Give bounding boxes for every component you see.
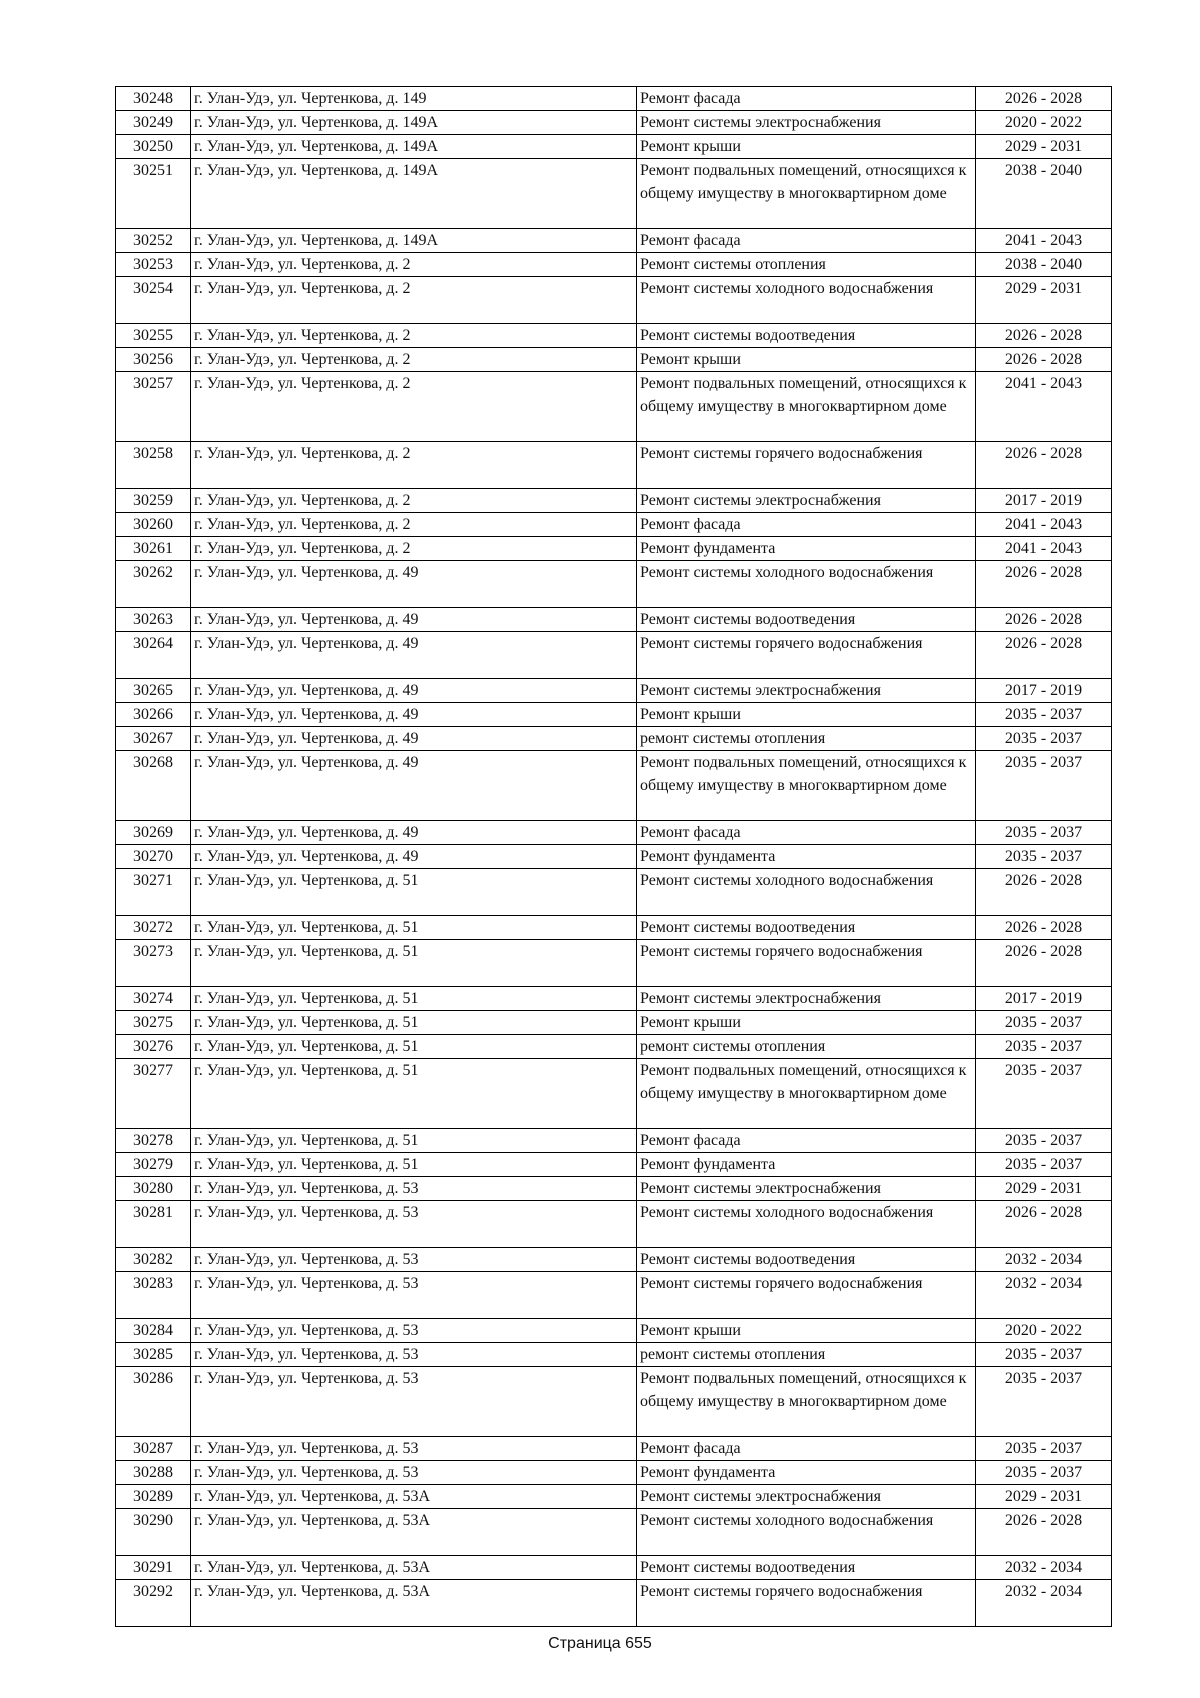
row-address: г. Улан-Удэ, ул. Чертенкова, д. 49 [191,561,637,608]
row-number: 30280 [116,1177,191,1201]
row-number: 30281 [116,1201,191,1248]
table-row [116,1367,1112,1437]
row-work-type: Ремонт подвальных помещений, относящихся к общему имуществу в многоквартирном доме [637,372,976,442]
row-period: 2032 - 2034 [976,1248,1112,1272]
row-work-type: Ремонт фасада [637,87,976,111]
table-row [116,1177,1112,1201]
row-address: г. Улан-Удэ, ул. Чертенкова, д. 49 [191,727,637,751]
row-address: г. Улан-Удэ, ул. Чертенкова, д. 53 [191,1343,637,1367]
row-period: 2035 - 2037 [976,1059,1112,1129]
row-address: г. Улан-Удэ, ул. Чертенкова, д. 149А [191,229,637,253]
row-work-type: Ремонт фундамента [637,537,976,561]
row-number: 30257 [116,372,191,442]
row-period: 2026 - 2028 [976,561,1112,608]
row-work-type: Ремонт системы водоотведения [637,1556,976,1580]
row-period: 2035 - 2037 [976,727,1112,751]
row-number: 30261 [116,537,191,561]
row-number: 30278 [116,1129,191,1153]
row-number: 30292 [116,1580,191,1627]
row-work-type: Ремонт системы холодного водоснабжения [637,1509,976,1556]
row-address: г. Улан-Удэ, ул. Чертенкова, д. 149А [191,111,637,135]
row-work-type: Ремонт системы холодного водоснабжения [637,869,976,916]
row-number: 30259 [116,489,191,513]
table-row [116,513,1112,537]
row-number: 30277 [116,1059,191,1129]
table-row [116,442,1112,489]
row-period: 2029 - 2031 [976,277,1112,324]
row-work-type: Ремонт фасада [637,229,976,253]
row-number: 30264 [116,632,191,679]
row-number: 30251 [116,159,191,229]
row-address: г. Улан-Удэ, ул. Чертенкова, д. 51 [191,1129,637,1153]
row-address: г. Улан-Удэ, ул. Чертенкова, д. 53 [191,1177,637,1201]
row-number: 30250 [116,135,191,159]
table-row [116,1319,1112,1343]
row-number: 30252 [116,229,191,253]
row-work-type: Ремонт крыши [637,1319,976,1343]
table-row [116,821,1112,845]
table-row [116,324,1112,348]
row-address: г. Улан-Удэ, ул. Чертенкова, д. 51 [191,916,637,940]
row-period: 2035 - 2037 [976,1153,1112,1177]
table-row [116,632,1112,679]
row-work-type: Ремонт системы отопления [637,253,976,277]
row-period: 2026 - 2028 [976,940,1112,987]
row-number: 30255 [116,324,191,348]
row-work-type: Ремонт фасада [637,1437,976,1461]
row-work-type: Ремонт системы водоотведения [637,608,976,632]
row-address: г. Улан-Удэ, ул. Чертенкова, д. 49 [191,679,637,703]
table-row [116,987,1112,1011]
row-work-type: Ремонт системы электроснабжения [637,679,976,703]
row-number: 30291 [116,1556,191,1580]
row-period: 2020 - 2022 [976,111,1112,135]
row-number: 30275 [116,1011,191,1035]
row-period: 2041 - 2043 [976,372,1112,442]
row-address: г. Улан-Удэ, ул. Чертенкова, д. 51 [191,987,637,1011]
row-work-type: Ремонт системы горячего водоснабжения [637,442,976,489]
row-number: 30272 [116,916,191,940]
row-number: 30271 [116,869,191,916]
row-period: 2035 - 2037 [976,1011,1112,1035]
row-address: г. Улан-Удэ, ул. Чертенкова, д. 2 [191,513,637,537]
row-address: г. Улан-Удэ, ул. Чертенкова, д. 53 [191,1201,637,1248]
row-address: г. Улан-Удэ, ул. Чертенкова, д. 2 [191,537,637,561]
table-row [116,679,1112,703]
table-row [116,703,1112,727]
row-number: 30289 [116,1485,191,1509]
row-period: 2035 - 2037 [976,1367,1112,1437]
row-period: 2035 - 2037 [976,1035,1112,1059]
row-period: 2026 - 2028 [976,1201,1112,1248]
row-number: 30266 [116,703,191,727]
page-number: Страница 655 [548,1635,652,1652]
row-address: г. Улан-Удэ, ул. Чертенкова, д. 2 [191,372,637,442]
row-address: г. Улан-Удэ, ул. Чертенкова, д. 53 [191,1461,637,1485]
row-address: г. Улан-Удэ, ул. Чертенкова, д. 53 [191,1248,637,1272]
row-number: 30249 [116,111,191,135]
row-period: 2041 - 2043 [976,513,1112,537]
row-work-type: Ремонт крыши [637,1011,976,1035]
row-period: 2026 - 2028 [976,869,1112,916]
row-work-type: Ремонт системы горячего водоснабжения [637,1272,976,1319]
row-work-type: Ремонт фасада [637,821,976,845]
row-work-type: Ремонт подвальных помещений, относящихся к общему имуществу в многоквартирном доме [637,159,976,229]
row-work-type: Ремонт системы электроснабжения [637,987,976,1011]
table-row [116,277,1112,324]
table-row [116,1059,1112,1129]
row-address: г. Улан-Удэ, ул. Чертенкова, д. 53А [191,1580,637,1627]
row-number: 30273 [116,940,191,987]
row-work-type: Ремонт системы водоотведения [637,324,976,348]
table-row [116,845,1112,869]
row-address: г. Улан-Удэ, ул. Чертенкова, д. 2 [191,253,637,277]
row-period: 2029 - 2031 [976,135,1112,159]
row-address: г. Улан-Удэ, ул. Чертенкова, д. 2 [191,348,637,372]
row-address: г. Улан-Удэ, ул. Чертенкова, д. 51 [191,1035,637,1059]
row-period: 2026 - 2028 [976,632,1112,679]
row-period: 2035 - 2037 [976,1461,1112,1485]
row-work-type: Ремонт системы холодного водоснабжения [637,561,976,608]
row-number: 30260 [116,513,191,537]
row-period: 2035 - 2037 [976,1343,1112,1367]
row-number: 30253 [116,253,191,277]
row-number: 30248 [116,87,191,111]
row-work-type: Ремонт крыши [637,703,976,727]
row-number: 30284 [116,1319,191,1343]
row-period: 2017 - 2019 [976,679,1112,703]
row-period: 2041 - 2043 [976,229,1112,253]
row-number: 30265 [116,679,191,703]
row-number: 30279 [116,1153,191,1177]
row-work-type: Ремонт подвальных помещений, относящихся к общему имуществу в многоквартирном доме [637,1367,976,1437]
row-work-type: Ремонт подвальных помещений, относящихся к общему имуществу в многоквартирном доме [637,751,976,821]
table-row [116,916,1112,940]
row-period: 2032 - 2034 [976,1580,1112,1627]
row-address: г. Улан-Удэ, ул. Чертенкова, д. 49 [191,608,637,632]
row-work-type: Ремонт системы горячего водоснабжения [637,1580,976,1627]
row-work-type: Ремонт крыши [637,348,976,372]
row-number: 30269 [116,821,191,845]
row-work-type: ремонт системы отопления [637,727,976,751]
table-row [116,1343,1112,1367]
row-address: г. Улан-Удэ, ул. Чертенкова, д. 51 [191,1153,637,1177]
table-row [116,229,1112,253]
table-row [116,253,1112,277]
row-address: г. Улан-Удэ, ул. Чертенкова, д. 49 [191,703,637,727]
table-row [116,1485,1112,1509]
row-work-type: Ремонт подвальных помещений, относящихся к общему имуществу в многоквартирном доме [637,1059,976,1129]
row-number: 30285 [116,1343,191,1367]
row-period: 2029 - 2031 [976,1177,1112,1201]
row-address: г. Улан-Удэ, ул. Чертенкова, д. 53А [191,1509,637,1556]
row-work-type: Ремонт системы холодного водоснабжения [637,277,976,324]
row-period: 2035 - 2037 [976,1437,1112,1461]
row-address: г. Улан-Удэ, ул. Чертенкова, д. 149А [191,159,637,229]
row-period: 2029 - 2031 [976,1485,1112,1509]
row-work-type: ремонт системы отопления [637,1035,976,1059]
row-work-type: Ремонт системы водоотведения [637,916,976,940]
row-period: 2035 - 2037 [976,1129,1112,1153]
row-period: 2032 - 2034 [976,1556,1112,1580]
row-work-type: Ремонт крыши [637,135,976,159]
row-period: 2041 - 2043 [976,537,1112,561]
row-work-type: Ремонт системы электроснабжения [637,1485,976,1509]
row-number: 30286 [116,1367,191,1437]
row-work-type: Ремонт фасада [637,513,976,537]
row-period: 2032 - 2034 [976,1272,1112,1319]
row-period: 2026 - 2028 [976,608,1112,632]
row-address: г. Улан-Удэ, ул. Чертенкова, д. 53А [191,1485,637,1509]
row-address: г. Улан-Удэ, ул. Чертенкова, д. 53 [191,1272,637,1319]
row-address: г. Улан-Удэ, ул. Чертенкова, д. 149А [191,135,637,159]
row-period: 2017 - 2019 [976,987,1112,1011]
row-number: 30262 [116,561,191,608]
row-address: г. Улан-Удэ, ул. Чертенкова, д. 53 [191,1437,637,1461]
row-number: 30258 [116,442,191,489]
table-row [116,135,1112,159]
row-number: 30283 [116,1272,191,1319]
row-number: 30270 [116,845,191,869]
row-work-type: Ремонт фасада [637,1129,976,1153]
table-row [116,1129,1112,1153]
table-row [116,751,1112,821]
row-work-type: Ремонт системы водоотведения [637,1248,976,1272]
row-work-type: Ремонт фундамента [637,1461,976,1485]
table-row [116,1201,1112,1248]
row-number: 30268 [116,751,191,821]
table-row [116,372,1112,442]
row-period: 2038 - 2040 [976,253,1112,277]
row-address: г. Улан-Удэ, ул. Чертенкова, д. 149 [191,87,637,111]
row-period: 2035 - 2037 [976,703,1112,727]
table-row [116,869,1112,916]
table-row [116,1556,1112,1580]
row-number: 30290 [116,1509,191,1556]
row-number: 30274 [116,987,191,1011]
row-work-type: Ремонт системы электроснабжения [637,111,976,135]
table-row [116,1272,1112,1319]
table-row [116,348,1112,372]
table-row [116,87,1112,111]
row-period: 2020 - 2022 [976,1319,1112,1343]
row-work-type: ремонт системы отопления [637,1343,976,1367]
row-period: 2035 - 2037 [976,845,1112,869]
row-number: 30263 [116,608,191,632]
table-row [116,727,1112,751]
row-number: 30288 [116,1461,191,1485]
row-period: 2026 - 2028 [976,348,1112,372]
row-period: 2026 - 2028 [976,1509,1112,1556]
row-period: 2026 - 2028 [976,916,1112,940]
table-row [116,1153,1112,1177]
row-number: 30282 [116,1248,191,1272]
row-address: г. Улан-Удэ, ул. Чертенкова, д. 2 [191,277,637,324]
table-row [116,1509,1112,1556]
repair-schedule-table [115,86,1112,1627]
row-work-type: Ремонт системы горячего водоснабжения [637,632,976,679]
table-row [116,561,1112,608]
row-address: г. Улан-Удэ, ул. Чертенкова, д. 49 [191,821,637,845]
row-address: г. Улан-Удэ, ул. Чертенкова, д. 51 [191,940,637,987]
table-row [116,608,1112,632]
table-row [116,1580,1112,1627]
row-work-type: Ремонт системы холодного водоснабжения [637,1201,976,1248]
row-number: 30256 [116,348,191,372]
row-address: г. Улан-Удэ, ул. Чертенкова, д. 49 [191,632,637,679]
table-row [116,1461,1112,1485]
table-row [116,1011,1112,1035]
row-period: 2026 - 2028 [976,324,1112,348]
table-row [116,537,1112,561]
row-work-type: Ремонт системы электроснабжения [637,489,976,513]
row-number: 30287 [116,1437,191,1461]
row-work-type: Ремонт системы электроснабжения [637,1177,976,1201]
row-number: 30276 [116,1035,191,1059]
row-work-type: Ремонт фундамента [637,845,976,869]
row-address: г. Улан-Удэ, ул. Чертенкова, д. 51 [191,869,637,916]
row-period: 2038 - 2040 [976,159,1112,229]
table-row [116,1248,1112,1272]
table-row [116,1437,1112,1461]
row-address: г. Улан-Удэ, ул. Чертенкова, д. 2 [191,324,637,348]
row-period: 2026 - 2028 [976,87,1112,111]
table-row [116,940,1112,987]
table-row [116,1035,1112,1059]
row-period: 2035 - 2037 [976,751,1112,821]
row-address: г. Улан-Удэ, ул. Чертенкова, д. 49 [191,845,637,869]
row-address: г. Улан-Удэ, ул. Чертенкова, д. 51 [191,1059,637,1129]
row-number: 30254 [116,277,191,324]
row-address: г. Улан-Удэ, ул. Чертенкова, д. 49 [191,751,637,821]
row-work-type: Ремонт системы горячего водоснабжения [637,940,976,987]
row-period: 2035 - 2037 [976,821,1112,845]
row-address: г. Улан-Удэ, ул. Чертенкова, д. 51 [191,1011,637,1035]
row-address: г. Улан-Удэ, ул. Чертенкова, д. 2 [191,442,637,489]
table-row [116,111,1112,135]
row-period: 2017 - 2019 [976,489,1112,513]
row-period: 2026 - 2028 [976,442,1112,489]
table-row [116,159,1112,229]
row-address: г. Улан-Удэ, ул. Чертенкова, д. 53А [191,1556,637,1580]
row-address: г. Улан-Удэ, ул. Чертенкова, д. 2 [191,489,637,513]
row-address: г. Улан-Удэ, ул. Чертенкова, д. 53 [191,1319,637,1343]
table-body [116,87,1112,1627]
row-number: 30267 [116,727,191,751]
table-row [116,489,1112,513]
row-work-type: Ремонт фундамента [637,1153,976,1177]
row-address: г. Улан-Удэ, ул. Чертенкова, д. 53 [191,1367,637,1437]
